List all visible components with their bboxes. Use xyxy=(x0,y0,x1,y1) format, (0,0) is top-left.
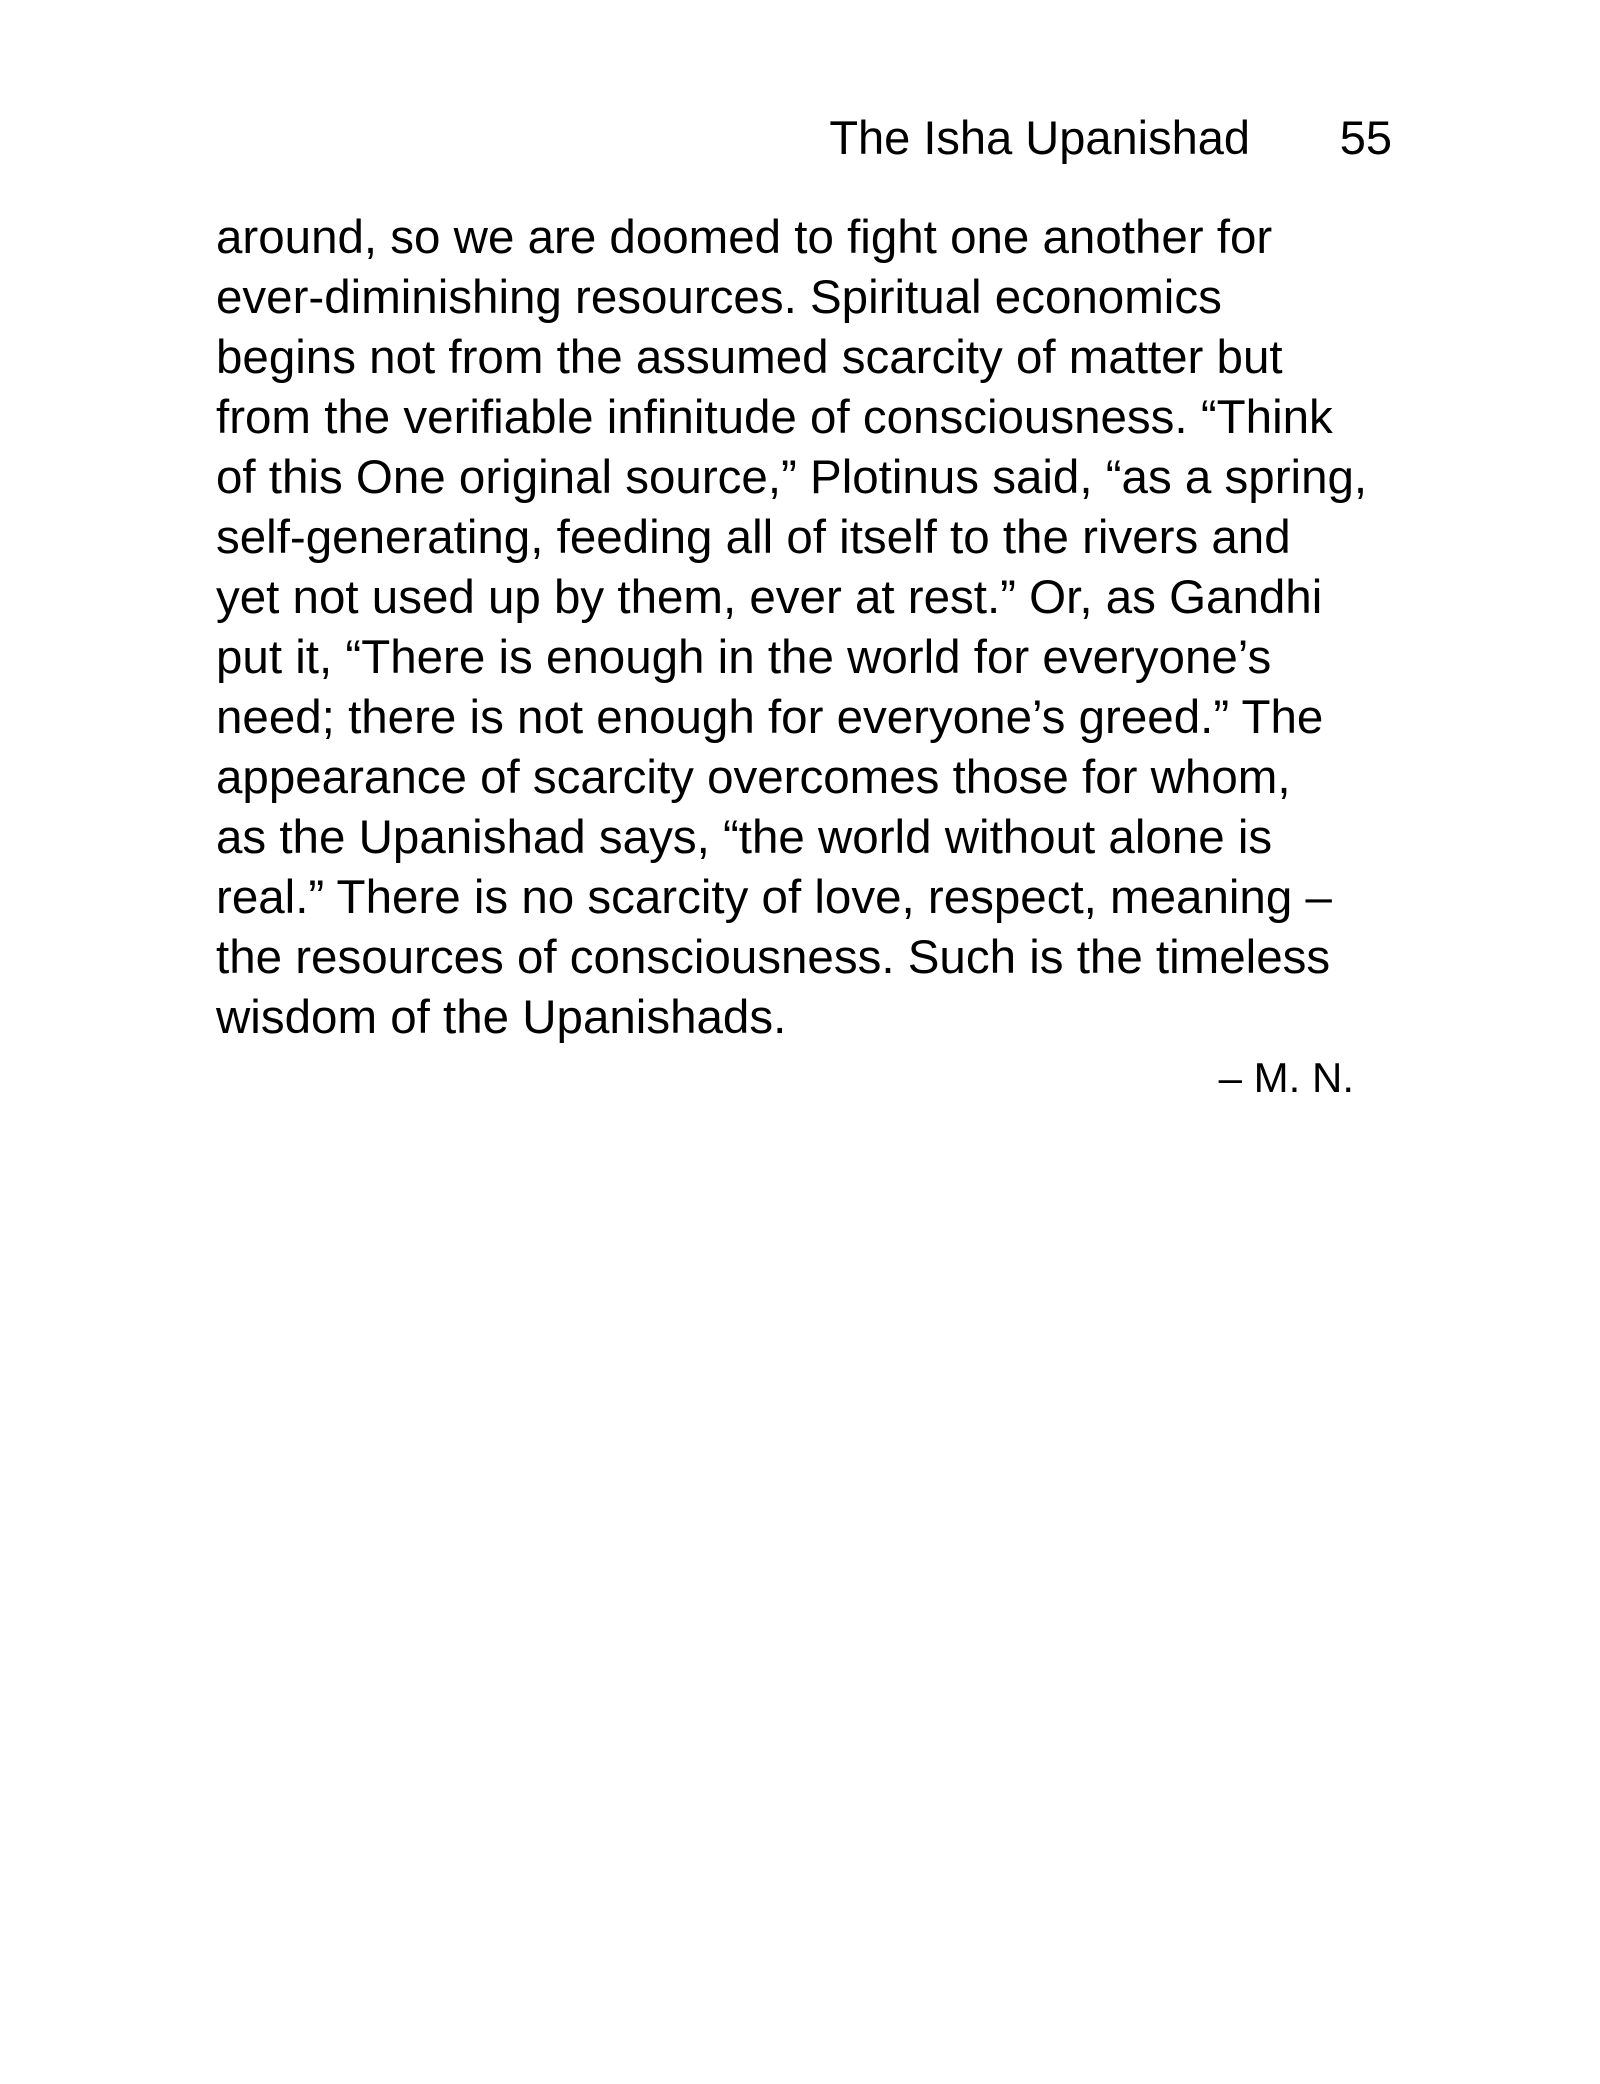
text-line: ever-diminishing resources. Spiritual economics xyxy=(216,271,1222,324)
running-header xyxy=(700,108,1392,168)
text-line: of this One original source,” Plotinus said, “as a spring, xyxy=(216,451,1368,504)
body-paragraph xyxy=(216,208,1416,1048)
text-line: begins not from the assumed scarcity of matter but xyxy=(216,331,1283,384)
text-line: yet not used up by them, ever at rest.” Or, as Gandhi xyxy=(216,571,1323,624)
page-number: 55 xyxy=(1339,111,1392,164)
text-line: the resources of consciousness. Such is the timeless xyxy=(216,931,1331,984)
text-line: self-generating, feeding all of itself to the rivers and xyxy=(216,511,1291,564)
running-title: The Isha Upanishad xyxy=(829,111,1250,164)
text-line: as the Upanishad says, “the world without alone is xyxy=(216,811,1273,864)
text-line: need; there is not enough for everyone’s greed.” The xyxy=(216,691,1324,744)
text-line: from the verifiable infinitude of consciousness. “Think xyxy=(216,391,1333,444)
text-line: put it, “There is enough in the world for everyone’s xyxy=(216,631,1272,684)
author-signature: – M. N. xyxy=(1218,1054,1354,1101)
text-line: around, so we are doomed to fight one another for xyxy=(216,211,1273,264)
text-line: real.” There is no scarcity of love, respect, meaning – xyxy=(216,871,1332,924)
text-line: wisdom of the Upanishads. xyxy=(216,991,787,1044)
text-line: appearance of scarcity overcomes those for whom, xyxy=(216,751,1291,804)
